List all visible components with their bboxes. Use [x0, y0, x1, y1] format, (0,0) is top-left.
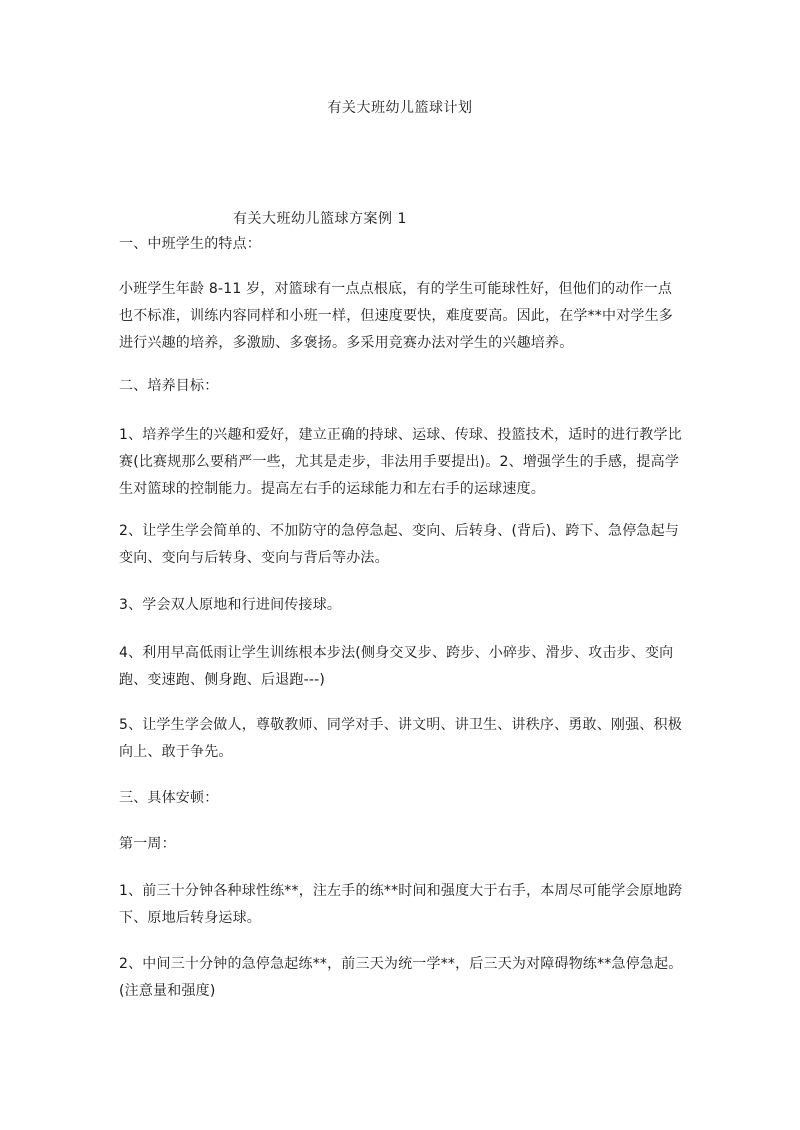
- week-1-item-1: 1、前三十分钟各种球性练**，注左手的练**时间和强度大于右手，本周尽可能学会原地跨下、原地后转身运球。: [119, 883, 683, 926]
- section-1-paragraph: 小班学生年龄 8-11 岁，对篮球有一点点根底，有的学生可能球性好，但他们的动作一点也不标准，训练内容同样和小班一样，但速度要快，难度要高。因此，在学**中对学生多进行兴趣的培养，多激励、多褒扬。多采用竞赛办法对学生的兴趣培养。: [119, 281, 673, 351]
- document-title: 有关大班幼儿篮球计划: [327, 100, 473, 116]
- section-1-heading: 一、中班学生的特点：: [119, 236, 261, 252]
- section-2-heading: 二、培养目标：: [119, 378, 219, 394]
- goal-item-4: 4、利用早高低雨让学生训练根本步法(侧身交叉步、跨步、小碎步、滑步、攻击步、变向跑、变速跑、侧身跑、后退跑---): [119, 645, 674, 688]
- week-1-item-2: 2、中间三十分钟的急停急起练**，前三天为统一学**，后三天为对障碍物练**急停急起。(注意量和强度): [119, 956, 683, 999]
- goal-item-5: 5、让学生学会做人，尊敬教师、同学对手、讲文明、讲卫生、讲秩序、勇敢、刚强、积极向上、敢于争先。: [119, 717, 682, 760]
- goal-item-3: 3、学会双人原地和行进间传接球。: [119, 597, 342, 613]
- week-1-heading: 第一周：: [119, 836, 176, 852]
- document-subtitle: 有关大班幼儿篮球方案例 1: [233, 211, 407, 227]
- section-3-heading: 三、具体安顿：: [119, 790, 219, 806]
- goal-item-1: 1、培养学生的兴趣和爱好，建立正确的持球、运球、传球、投篮技术，适时的进行教学比赛(比赛规那么要稍严一些，尤其是走步，非法用手要提出)。2、增强学生的手感，提高学生对篮球的控制能力。提高左右手的运球能力和左右手的运球速度。: [119, 427, 682, 497]
- goal-item-2: 2、让学生学会简单的、不加防守的急停急起、变向、后转身、(背后)、跨下、急停急起与变向、变向与后转身、变向与背后等办法。: [119, 523, 680, 566]
